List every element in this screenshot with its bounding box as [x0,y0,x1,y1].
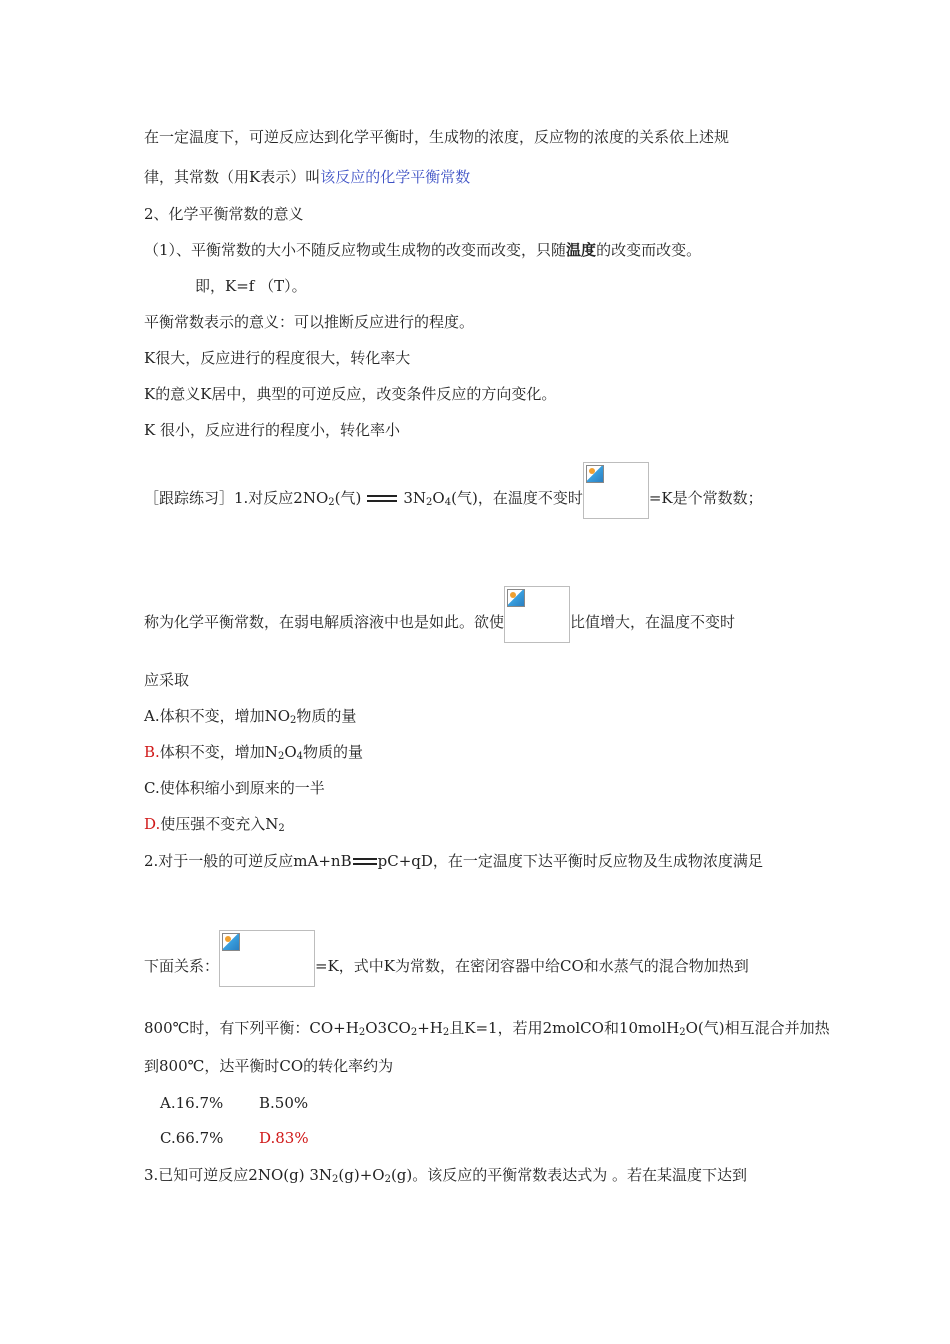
q2-option-d: D.83% [259,1129,309,1147]
broken-image-icon [222,933,240,951]
equilibrium-constant-link[interactable]: 该反应的化学平衡常数 [320,168,471,186]
paragraph-3: （1）、平衡常数的大小不随反应物或生成物的改变而改变，只随温度的改变而改变。 [144,241,702,259]
formula-image-placeholder [583,462,649,519]
question-2-line-4: 到800℃，达平衡时CO的转化率约为 [144,1057,394,1075]
option-b: B.体积不变，增加$N_2O_4$物质的量 [144,743,364,762]
concentration-formula-image-placeholder [219,930,315,987]
broken-image-icon [507,589,525,607]
answer-marker: D. [144,815,161,833]
section-heading: 2、化学平衡常数的意义 [144,205,304,223]
q2-option-b: B.50% [259,1094,309,1112]
paragraph-7: K的意义K居中，典型的可逆反应，改变条件反应的方向变化。 [144,385,557,403]
question-1-line-2: 称为化学平衡常数，在弱电解质溶液中也是如此。欲使 比值增大，在温度不变时 [144,586,735,643]
option-d: D.使压强不变充入$N_2$ [144,815,285,834]
ratio-image-placeholder [504,586,570,643]
paragraph-8: K 很小，反应进行的程度小，转化率小 [144,421,400,439]
question-1-line-1: ［跟踪练习］1.对反应$2NO_2$(气) $3N_2O_4$(气)，在温度不变时 =K是个常数数； [144,462,763,519]
option-a: A.体积不变，增加$NO_2$物质的量 [144,707,357,726]
paragraph-4: 即，K=f （T）。 [195,277,307,295]
reversible-arrow-icon [353,857,377,867]
q2-option-c: C.66.7% [160,1129,224,1147]
q2-option-a: A.16.7% [160,1094,224,1112]
question-3-line-1: 3.已知可逆反应2NO(g) $3N_2(g)+O_2(g)$。该反应的平衡常数表达式为 。若在某温度下达到 [144,1166,748,1185]
option-c: C.使体积缩小到原来的一半 [144,779,325,797]
reversible-arrow-icon [367,494,397,504]
paragraph-1b: 律，其常数（用K表示）叫该反应的化学平衡常数 [144,168,471,186]
question-2-line-3: 800℃时，有下列平衡：$CO+H_2O3CO_2+H_2$且K=1，若用2molCO和10molH$_2$O(气)相互混合并加热 [144,1019,830,1038]
paragraph-5: 平衡常数表示的意义：可以推断反应进行的程度。 [144,313,475,331]
broken-image-icon [586,465,604,483]
answer-marker: B. [144,743,160,761]
question-2-line-1: 2.对于一般的可逆反应mA+nB pC+qD，在一定温度下达平衡时反应物及生成物浓度满足 [144,852,763,870]
paragraph-6: K很大，反应进行的程度很大，转化率大 [144,349,411,367]
question-2-line-2: 下面关系： =K，式中K为常数，在密闭容器中给CO和水蒸气的混合物加热到 [144,930,749,987]
question-1-line-3: 应采取 [144,671,190,689]
paragraph-1a: 在一定温度下，可逆反应达到化学平衡时，生成物的浓度，反应物的浓度的关系依上述规 [144,128,730,146]
